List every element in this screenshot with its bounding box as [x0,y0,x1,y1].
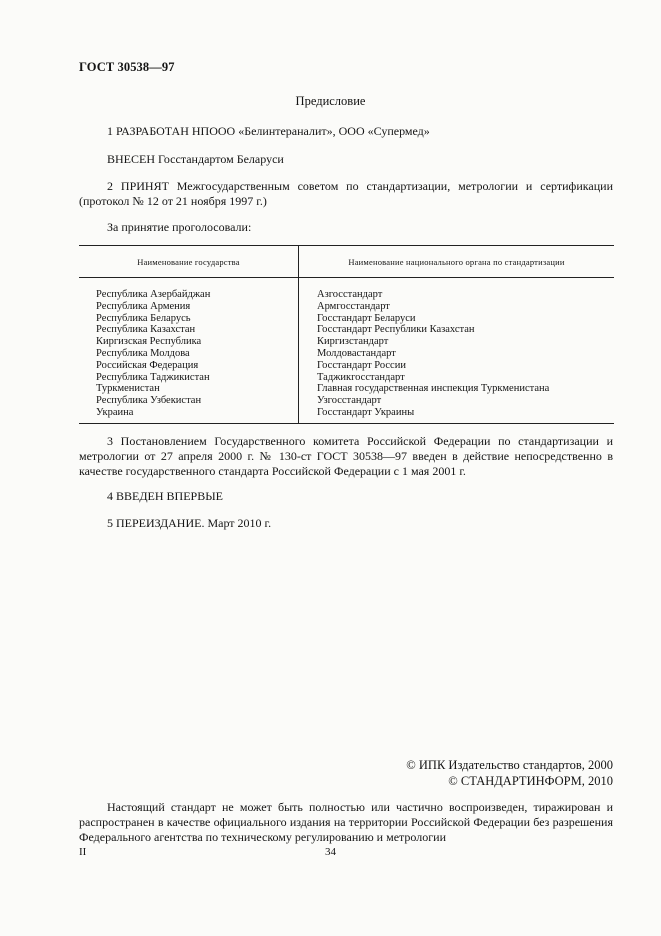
table-cell-body: Госстандарт Республики Казахстан [317,324,475,336]
table-cell-body: Госстандарт Украины [317,406,415,418]
table-cell-body: Узгосстандарт [317,395,382,407]
page-number: 34 [325,846,336,858]
table-cell-state: Республика Узбекистан [96,395,202,407]
table-cell-body: Киргизстандарт [317,336,389,348]
table-cell-state: Российская Федерация [96,359,199,371]
table-cell-body: Госстандарт России [317,359,406,371]
table-cell-state: Республика Таджикистан [96,371,210,383]
paragraph-2: 2 ПРИНЯТ Межгосударственным советом по стандартизации, метрологии и сертификации (протокол № 12 от 21 ноября 1997 г.) [79,179,613,208]
reproduction-notice: Настоящий стандарт не может быть полностью или частично воспроизведен, тиражирован и распространен в качестве официального издания на территории Российской Федерации без разрешения Федерального агентства по техническому регулированию и метрологии [79,800,613,844]
paragraph-1-introduced: ВНЕСЕН Госстандартом Беларуси [107,152,284,166]
copyright-line-1: © ИПК Издательство стандартов, 2000 [406,758,613,772]
table-cell-body: Армгосстандарт [317,300,390,312]
table-cell-state: Туркменистан [96,383,160,395]
table-cell-state: Республика Азербайджан [96,289,211,300]
table-cell-state: Республика Молдова [96,347,190,359]
footer-roman-numeral: II [79,846,87,858]
table-cell-state: Республика Армения [96,300,191,312]
table-header-row [79,246,614,278]
table-cell-body: Госстандарт Беларуси [317,312,416,324]
column-header-body: Наименование национального органа по стандартизации [299,246,615,278]
table-cell-body: Азгосстандарт [317,289,383,300]
table-cell-state: Киргизская Республика [96,336,202,348]
table-cell-body: Главная государственная инспекция Туркменистана [317,383,550,395]
bodies-column [299,278,615,424]
states-column [79,278,299,424]
paragraph-1: 1 РАЗРАБОТАН НПООО «Белинтераналит», ООО «Супермед» [107,124,430,138]
column-header-state: Наименование государства [79,246,299,278]
table-body-row [79,278,614,424]
voting-table [79,245,614,424]
paragraph-4: 4 ВВЕДЕН ВПЕРВЫЕ [107,489,223,503]
table-cell-state: Украина [96,406,134,418]
table-cell-state: Республика Казахстан [96,324,196,336]
section-title: Предисловие [295,94,366,108]
table-cell-body: Молдовастандарт [317,347,396,359]
vote-intro: За принятие проголосовали: [107,220,252,234]
document-header: ГОСТ 30538—97 [79,60,175,74]
table-cell-state: Республика Беларусь [96,312,191,324]
copyright-line-2: © СТАНДАРТИНФОРМ, 2010 [448,774,613,788]
table-cell-body: Таджикгосстандарт [317,371,405,383]
paragraph-5: 5 ПЕРЕИЗДАНИЕ. Март 2010 г. [107,516,272,530]
paragraph-3: 3 Постановлением Государственного комитета Российской Федерации по стандартизации и метрологии от 27 апреля 2000 г. № 130-ст ГОСТ 30538—97 введен в действие непосредственно в качестве государственного стандарта Российской Федерации с 1 мая 2001 г. [79,434,613,478]
